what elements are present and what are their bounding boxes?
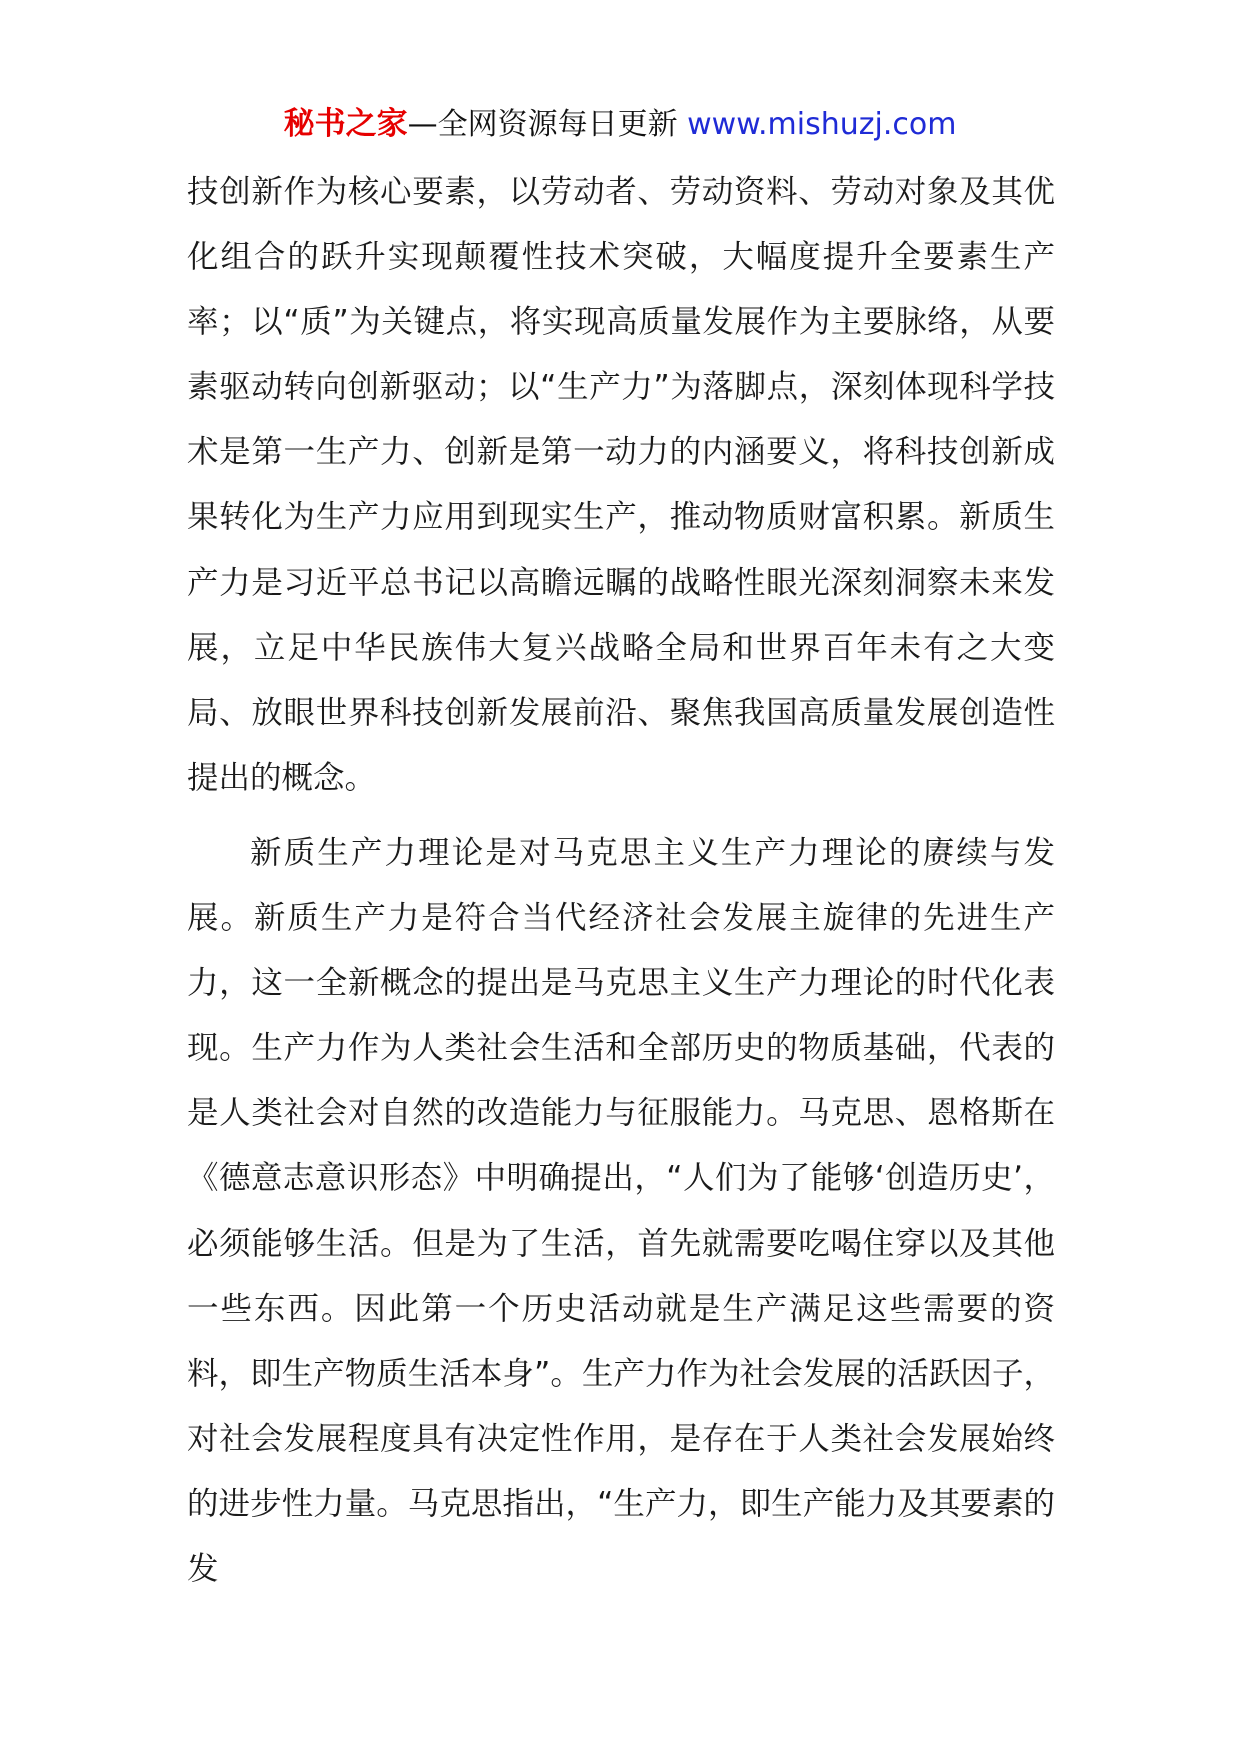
paragraph-2: 新质生产力理论是对马克思主义生产力理论的赓续与发展。新质生产力是符合当代经济社会发展主旋律的先进生产力，这一全新概念的提出是马克思主义生产力理论的时代化表现。生产力作为人类社会生活和全部历史的物质基础，代表的是人类社会对自然的改造能力与征服能力。马克思、恩格斯在《德意志意识形态》中明确提出，“人们为了能够‘创造历史’，必须能够生活。但是为了生活，首先就需要吃喝住穿以及其他一些东西。因此第一个历史活动就是生产满足这些需要的资料，即生产物质生活本身”。生产力作为社会发展的活跃因子，对社会发展程度具有决定性作用，是存在于人类社会发展始终的进步性力量。马克思指出，“生产力，即生产能力及其要素的发 [187, 834, 1055, 1587]
paragraph-1: 技创新作为核心要素，以劳动者、劳动资料、劳动对象及其优化组合的跃升实现颠覆性技术突破，大幅度提升全要素生产率；以“质”为关键点，将实现高质量发展作为主要脉络，从要素驱动转向创新驱动；以“生产力”为落脚点，深刻体现科学技术是第一生产力、创新是第一动力的内涵要义，将科技创新成果转化为生产力应用到现实生产，推动物质财富积累。新质生产力是习近平总书记以高瞻远瞩的战略性眼光深刻洞察未来发展，立足中华民族伟大复兴战略全局和世界百年未有之大变局、放眼世界科技创新发展前沿、聚焦我国高质量发展创造性提出的概念。 [187, 174, 1055, 796]
header-tagline: —全网资源每日更新 [407, 107, 678, 142]
document-body [187, 160, 1055, 1602]
page-header [0, 102, 1240, 147]
site-url-link[interactable]: www.mishuzj.com [687, 107, 957, 142]
brand-name: 秘书之家 [283, 106, 408, 142]
